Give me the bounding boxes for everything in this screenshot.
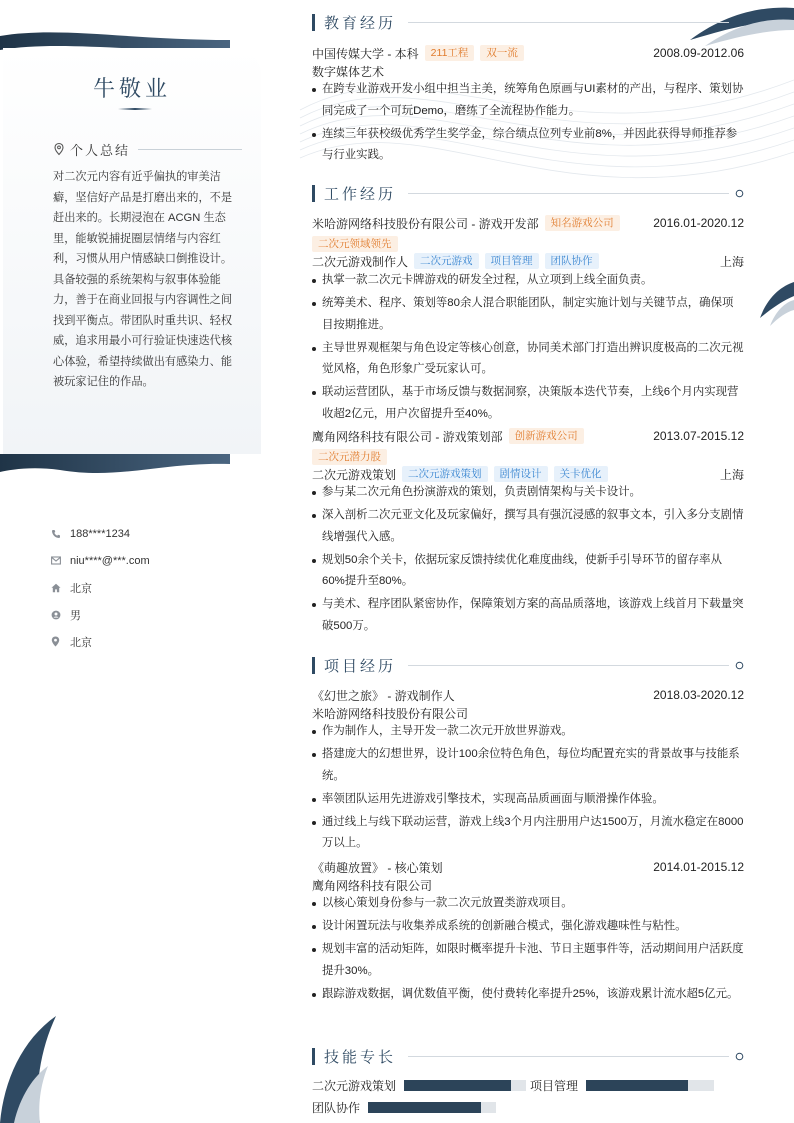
company-name: 米哈游网络科技股份有限公司 - 游戏开发部 (312, 216, 539, 231)
project-date: 2018.03-2020.12 (653, 688, 744, 702)
company-name: 鹰角网络科技有限公司 - 游戏策划部 (312, 429, 503, 444)
company-tag: 二次元潜力股 (312, 449, 387, 465)
phone-icon (50, 528, 61, 539)
education-row (312, 44, 744, 62)
list-item: 执掌一款二次元卡牌游戏的研发全过程，从立项到上线全面负责。 (312, 270, 744, 292)
list-item: 规划50余个关卡，依据玩家反馈持续优化难度曲线，使新手引导环节的留存率从60%提升至80%。 (312, 550, 744, 593)
section-line (408, 22, 729, 23)
section-marker-icon (735, 1052, 744, 1061)
role-tag: 二次元游戏 (414, 253, 479, 269)
section-line (408, 193, 729, 194)
job-role: 二次元游戏制作人 (312, 254, 409, 269)
list-item: 在跨专业游戏开发小组中担当主美，统筹角色原画与UI素材的产出，与程序、策划协同完成了一个可玩Demo，磨练了全流程协作能力。 (312, 79, 744, 122)
job-role: 二次元游戏策划 (312, 467, 397, 482)
section-title: 技能专长 (324, 1048, 397, 1066)
section-title: 工作经历 (324, 185, 397, 203)
work-date: 2016.01-2020.12 (653, 216, 744, 230)
list-item: 参与某二次元角色扮演游戏的策划，负责剧情架构与关卡设计。 (312, 482, 744, 504)
work-date: 2013.07-2015.12 (653, 429, 744, 443)
skill-name: 团队协作 (312, 1100, 361, 1115)
list-item: 设计闲置玩法与收集养成系统的创新融合模式，强化游戏趣味性与粘性。 (312, 916, 744, 938)
major: 数字媒体艺术 (312, 64, 385, 79)
contact-email (50, 547, 270, 574)
skill-track (404, 1080, 526, 1091)
work-extra-tag-row (312, 448, 744, 466)
current-city: 北京 (70, 636, 92, 649)
section-title: 教育经历 (324, 14, 397, 32)
list-item: 深入剖析二次元亚文化及玩家偏好，撰写具有强沉浸感的叙事文本，引入多分支剧情线增强代入感。 (312, 505, 744, 548)
section-bar (312, 657, 315, 674)
work-role-row (312, 252, 744, 270)
project-company: 鹰角网络科技有限公司 (312, 878, 433, 893)
location-icon (50, 636, 61, 647)
mail-icon (50, 555, 61, 566)
role-tag: 剧情设计 (494, 466, 548, 482)
skill-item (312, 1077, 526, 1093)
major-row (312, 62, 744, 80)
section-bar (312, 14, 315, 31)
school-name: 中国传媒大学 - 本科 (312, 46, 419, 61)
list-item: 统筹美术、程序、策划等80余人混合职能团队，制定实施计划与关键节点，确保项目按期推进。 (312, 293, 744, 336)
education-section-header (312, 12, 744, 32)
list-item: 与美术、程序团队紧密协作，保障策划方案的高品质落地，该游戏上线首月下载量突破500万。 (312, 594, 744, 637)
skill-item (530, 1077, 714, 1093)
company-tag: 知名游戏公司 (545, 215, 620, 231)
list-item: 规划丰富的活动矩阵，如限时概率提升卡池、节日主题事件等，活动期间用户活跃度提升30%。 (312, 939, 744, 982)
summary-header (52, 140, 242, 158)
section-line (408, 1056, 729, 1057)
section-marker-icon (735, 189, 744, 198)
work-extra-tag-row (312, 235, 744, 253)
section-line (408, 665, 729, 666)
project-bullets (312, 721, 744, 856)
project-company-row (312, 876, 744, 894)
work-company-row (312, 214, 744, 232)
contact-phone (50, 520, 270, 547)
list-item: 搭建庞大的幻想世界，设计100余位特色角色，每位均配置充实的背景故事与技能系统。 (312, 744, 744, 787)
project-title: 《幻世之旅》 - 游戏制作人 (312, 688, 455, 703)
contact-gender (50, 601, 270, 628)
project-row (312, 686, 744, 704)
work-city: 上海 (719, 254, 744, 269)
skill-item (312, 1099, 496, 1115)
list-item: 作为制作人，主导开发一款二次元开放世界游戏。 (312, 721, 744, 743)
hometown: 北京 (70, 582, 92, 595)
project-row (312, 858, 744, 876)
candidate-name: 牛敬业 (92, 77, 171, 102)
contact-location (50, 628, 270, 655)
role-tag: 二次元游戏策划 (402, 466, 488, 482)
company-tag: 二次元领域领先 (312, 236, 398, 252)
section-title: 项目经历 (324, 657, 397, 675)
skill-name: 二次元游戏策划 (312, 1078, 397, 1093)
summary-text: 对二次元内容有近乎偏执的审美洁癖，坚信好产品是打磨出来的，不是赶出来的。长期浸泡在 ACGN 生态里，能敏锐捕捉圈层情绪与内容红利，习惯从用户情感缺口倒推设计。具备较强的系统架构与叙事体验能力，善于在商业回报与内容调性之间找到平衡点。带团队时重共识、轻权威，追求用最小可行验证快速迭代核心体验，希望持续做出有感染力、能被玩家记住的作品。 (53, 171, 233, 388)
name-divider (118, 108, 152, 110)
section-bar (312, 1048, 315, 1065)
skill-track (368, 1102, 496, 1113)
company-tag: 创新游戏公司 (509, 428, 584, 444)
education-tag: 211工程 (425, 45, 475, 61)
role-tag: 团队协作 (545, 253, 599, 269)
role-tag: 关卡优化 (554, 466, 608, 482)
list-item: 连续三年获校级优秀学生奖学金，综合绩点位列专业前8%，并因此获得导师推荐参与行业实践。 (312, 124, 744, 167)
home-icon (50, 582, 61, 593)
list-item: 率领团队运用先进游戏引擎技术，实现高品质画面与顺滑操作体验。 (312, 789, 744, 811)
summary-line (138, 149, 242, 150)
work-bullets (312, 482, 744, 639)
project-company-row (312, 704, 744, 722)
contact-hometown (50, 574, 270, 601)
skill-level-bar (586, 1080, 688, 1091)
projects-section-header (312, 655, 744, 675)
work-section-header (312, 183, 744, 203)
work-company-row (312, 427, 744, 445)
list-item: 联动运营团队，基于市场反馈与数据洞察，决策版本迭代节奏，上线6个月内实现营收超2亿元，用户次留提升至40%。 (312, 382, 744, 425)
skill-name: 项目管理 (530, 1078, 579, 1093)
work-city: 上海 (719, 467, 744, 482)
skill-track (586, 1080, 714, 1091)
skill-level-bar (368, 1102, 481, 1113)
section-marker-icon (735, 661, 744, 670)
work-bullets (312, 270, 744, 427)
work-role-row (312, 465, 744, 483)
role-tag: 项目管理 (485, 253, 539, 269)
contact-list (50, 520, 270, 655)
list-item: 通过线上与线下联动运营，游戏上线3个月内注册用户达1500万，月流水稳定在8000万以上。 (312, 812, 744, 855)
phone-number: 188****1234 (70, 527, 130, 540)
project-bullets (312, 893, 744, 1007)
list-item: 跟踪游戏数据，调优数值平衡，使付费转化率提升25%，该游戏累计流水超5亿元。 (312, 984, 744, 1006)
summary-title: 个人总结 (70, 142, 131, 158)
education-bullets (312, 79, 744, 168)
education-tag: 双一流 (480, 45, 524, 61)
gender-icon (50, 609, 61, 620)
project-company: 米哈游网络科技股份有限公司 (312, 706, 469, 721)
section-marker-icon (735, 18, 744, 27)
email-address: niu****@***.com (70, 554, 150, 567)
project-date: 2014.01-2015.12 (653, 860, 744, 874)
list-item: 以核心策划身份参与一款二次元放置类游戏项目。 (312, 893, 744, 915)
project-title: 《萌趣放置》 - 核心策划 (312, 860, 443, 875)
list-item: 主导世界观框架与角色设定等核心创意，协同美术部门打造出辨识度极高的二次元视觉风格，角色形象广受玩家认可。 (312, 338, 744, 381)
skill-level-bar (404, 1080, 511, 1091)
education-date: 2008.09-2012.06 (653, 46, 744, 60)
gender: 男 (70, 609, 81, 622)
skills-section-header (312, 1046, 744, 1066)
section-bar (312, 185, 315, 202)
location-pin-icon (52, 142, 66, 156)
